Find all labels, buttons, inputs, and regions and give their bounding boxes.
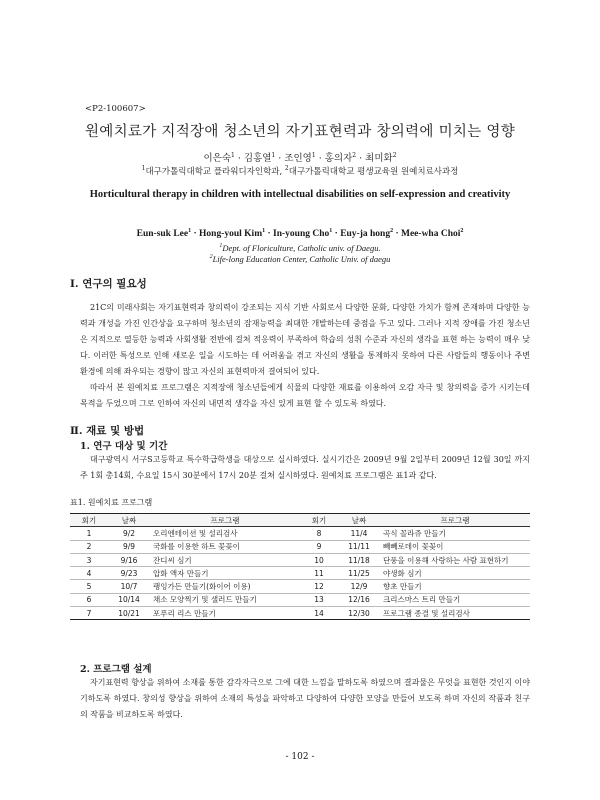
author-ko: 김홍열 [243,153,272,164]
cell-program: 프로그램 종결 및 설리검사 [380,607,530,620]
cell-session: 9 [300,540,338,553]
section2-heading: Ⅱ. 재료 및 방법 [70,425,145,437]
cell-session: 1 [70,527,108,540]
table-row [70,553,530,566]
author-ko: 조인영 [284,153,312,164]
cell-session: 4 [70,567,108,580]
affiliation-ko: 대구가톨릭대학교 플라워디자인학과, [145,167,283,177]
subsection1-heading: 1. 연구 대상 및 기간 [80,441,168,452]
subsection2-body [80,675,530,723]
author-ko: 최미화 [365,153,393,164]
cell-date: 12/9 [338,580,380,593]
cell-date: 11/4 [338,527,380,540]
author-en: Euy-ja hong [340,229,391,239]
cell-program: 포푸리 리스 만들기 [150,607,300,620]
cell-date: 10/21 [108,607,150,620]
section1-heading: Ⅰ. 연구의 필요성 [70,278,147,290]
korean-title: 원예치료가 지적장애 청소년의 자기표현력과 창의력에 미치는 영향 [84,124,516,140]
table-row [70,593,530,606]
cell-program: 곡식 꼴라쥬 만들기 [380,527,530,540]
cell-program: 단풍을 이용해 사랑하는 사람 표현하기 [380,553,530,566]
cell-date: 11/18 [338,553,380,566]
cell-date: 9/16 [108,553,150,566]
header-program: 프로그램 [150,514,300,527]
cell-session: 13 [300,593,338,606]
cell-date: 10/7 [108,580,150,593]
table-row [70,567,530,580]
cell-program: 향초 만들기 [380,580,530,593]
cell-session: 11 [300,567,338,580]
table-row [70,580,530,593]
section1-body [80,300,530,412]
english-title: Horticultural therapy in children with intellectual disabilities on self-expression and creativity [89,189,511,200]
paragraph: 자기표현력 향상을 위하여 소재를 통한 감각자극으로 그에 대한 느낌을 말하도록 하였으며 결과물은 무엇을 표현한 것인지 이야기하도록 하였다. 창의성 향상을 위하여 소재의 특성을 파악하고 다양하여 다양한 모양을 만들어 보도록 하며 자신의 작품과 친구의 작품을 비교하도록 하였다. [80,678,530,719]
header-date: 날짜 [338,514,380,527]
author-ko: 홍의자 [324,153,353,164]
table-row [70,607,530,620]
header-session: 회기 [70,514,108,527]
cell-date: 12/16 [338,593,380,606]
header-session: 회기 [300,514,338,527]
english-affiliations: $^1$Dept. of Floriculture, Catholic univ. of Daegu. $^2$Life-long Education Center, Catholic Univ. of daegu [209,243,391,264]
cell-program: 팽잉가든 만들기(화이어 이용) [150,580,300,593]
cell-program: 야생화 심기 [380,567,530,580]
cell-program: 채소 모양찍기 및 샐러드 만들기 [150,593,300,606]
author-en: Eun-suk Lee [136,229,189,239]
author-en: Hong-youl Kim [199,229,263,239]
cell-session: 7 [70,607,108,620]
cell-session: 10 [300,553,338,566]
korean-affiliations: $^1$대구가톨릭대학교 플라워디자인학과, $^2$대구가톨릭대학교 평생교육원 원예치료사과정 [141,165,459,177]
author-en: In-young Cho [273,229,330,239]
paragraph: 따라서 본 원예치료 프로그램은 지적장애 청소년들에게 식물의 다양한 재료를 이용하여 오감 자극 및 창의력을 증가 시키는데 목적을 두었으며 그로 인하여 자신의 내면적 생각을 자신 있게 표현 할 수 있도록 하였다. [80,383,530,408]
paragraph: 21C의 미래사회는 자기표현력과 창의력이 강조되는 지식 기반 사회로서 다양한 문화, 다양한 가치가 함께 존재하며 다양한 능력과 개성을 가진 인간상을 요구하며 청소년의 잠재능력을 최대한 개발하는데 중점을 두고 있다. 그러나 지적 장애를 가진 청소년은 지적으로 열등한 능력과 사회생활 전반에 걸쳐 적응력이 부족하여 학습의 성취 수준과 자신의 생각을 표현 하는 능력이 매우 낮다. 이러한 특성으로 인해 새로운 일을 시도하는 데 어려움을 겪고 자신의 생활을 통제하지 못하여 다른 사람들의 행동이나 주변 환경에 의해 좌우되는 경향이 많고 자신의 표현력마저 결여되어 있다. [80,303,530,376]
cell-session: 12 [300,580,338,593]
cell-date: 12/30 [338,607,380,620]
author-en: Mee-wha Choi [401,229,461,239]
korean-authors: 이은숙$^1$ · 김홍열$^1$ · 조인영$^1$ · 홍의자$^2$ · 최미화$^2$ [203,151,397,164]
table-caption: 표1. 원예치료 프로그램 [70,498,153,507]
cell-date: 11/25 [338,567,380,580]
paper-code: <P2-100607> [85,104,146,114]
subsection2-heading: 2. 프로그램 설계 [80,664,152,675]
paragraph: 대구광역시 서구S고등학교 특수학급학생을 대상으로 실시하였다. 실시기간은 2009년 9월 2일부터 2009년 12월 30일 까지 주 1회 총14회, 수요일 15시 30분에서 17시 20분 걸쳐 실시하였다. 원예치료 프로그램은 표1과 같다. [80,455,530,480]
subsection1-body [80,452,530,484]
table-header-row [70,514,530,527]
cell-program: 잔디씨 심기 [150,553,300,566]
cell-session: 8 [300,527,338,540]
program-table [70,513,530,620]
affiliation-en: Dept. of Floriculture, Catholic univ. of Daegu. [222,243,381,253]
cell-session: 6 [70,593,108,606]
affiliation-en: Life-long Education Center, Catholic Univ. of daegu [212,254,391,264]
cell-session: 2 [70,540,108,553]
page-number: - 102 - [285,752,315,762]
cell-date: 9/23 [108,567,150,580]
header-program: 프로그램 [380,514,530,527]
cell-date: 11/11 [338,540,380,553]
cell-session: 5 [70,580,108,593]
cell-program: 크리스마스 트리 만들기 [380,593,530,606]
author-ko: 이은숙 [203,153,231,164]
english-authors: Eun-suk Lee$^1$ · Hong-youl Kim$^1$ · In-young Cho$^1$ · Euy-ja hong$^2$ · Mee-wha Choi$^2$ [136,227,464,239]
cell-program: 오리엔테이션 및 설리검사 [150,527,300,540]
table-row [70,540,530,553]
affiliation-ko: 대구가톨릭대학교 평생교육원 원예치료사과정 [288,167,459,177]
cell-program: 압화 액자 만들기 [150,567,300,580]
cell-session: 14 [300,607,338,620]
cell-session: 3 [70,553,108,566]
table-row [70,527,530,540]
cell-date: 9/2 [108,527,150,540]
cell-date: 9/9 [108,540,150,553]
header-date: 날짜 [108,514,150,527]
cell-program: 빼빼로데이 꽃꽂이 [380,540,530,553]
cell-date: 10/14 [108,593,150,606]
cell-program: 국화를 이용한 하트 꽃꽂이 [150,540,300,553]
